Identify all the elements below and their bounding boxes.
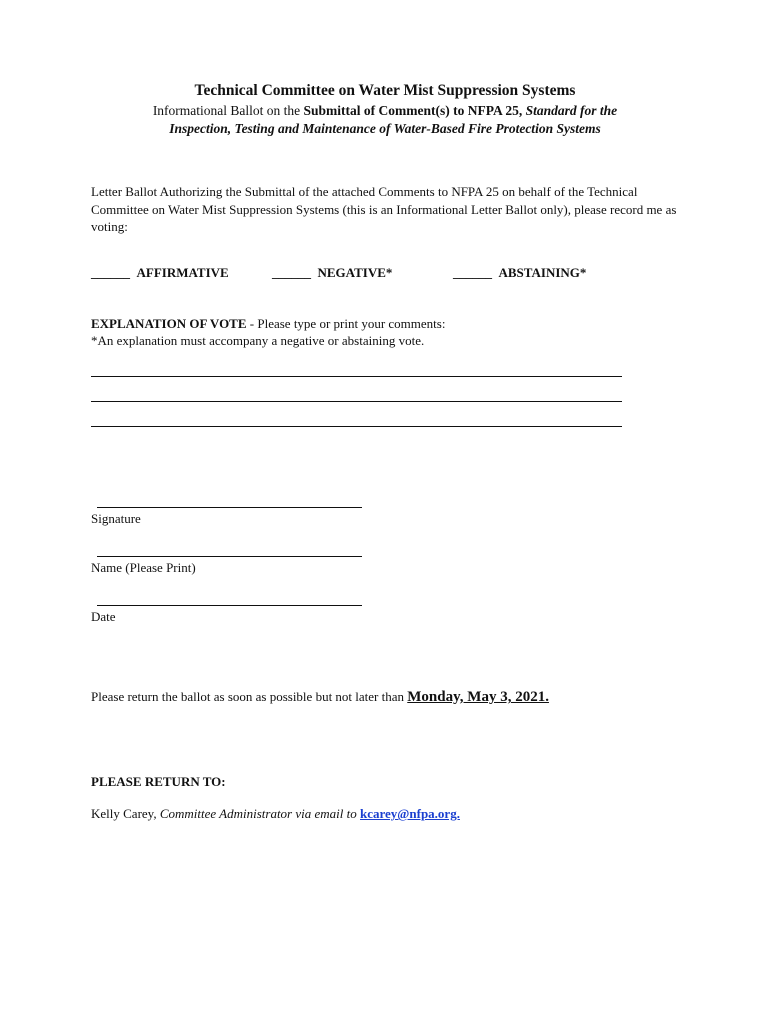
vote-blank[interactable]: ______ — [453, 265, 492, 280]
intro-paragraph: Letter Ballot Authorizing the Submittal of the attached Comments to NFPA 25 on behalf of the Technical Committee on Water Mist Suppression Systems (this is an Informational Letter Ballot only), please record me as voting: — [91, 184, 677, 234]
date-label: Date — [91, 609, 116, 624]
explanation-heading: EXPLANATION OF VOTE — [91, 316, 247, 331]
subtitle-bold: Submittal of Comment(s) to NFPA 25, — [303, 103, 526, 118]
comment-line[interactable] — [91, 376, 622, 377]
page-subtitle — [0, 102, 770, 138]
vote-option-negative[interactable] — [272, 265, 392, 281]
subtitle-line-2: Inspection, Testing and Maintenance of Water-Based Fire Protection Systems — [169, 121, 601, 136]
contact-line — [91, 806, 460, 822]
explanation-instruction: - Please type or print your comments: — [246, 316, 446, 331]
signature-label: Signature — [91, 511, 141, 526]
subtitle-line-1 — [0, 102, 770, 120]
deadline-date: Monday, May 3, 2021. — [407, 689, 549, 705]
vote-label: NEGATIVE* — [317, 265, 393, 280]
date-line[interactable] — [97, 605, 362, 606]
return-to-heading: PLEASE RETURN TO: — [91, 774, 226, 789]
name-label: Name (Please Print) — [91, 560, 196, 575]
comment-line[interactable] — [91, 401, 622, 402]
vote-option-affirmative[interactable] — [91, 265, 229, 281]
vote-label: ABSTAINING* — [498, 265, 587, 280]
vote-blank[interactable]: ______ — [272, 265, 311, 280]
subtitle-prefix: Informational Ballot on the — [152, 103, 304, 118]
explanation-note: *An explanation must accompany a negative or abstaining vote. — [91, 333, 425, 348]
explanation-section — [91, 315, 445, 349]
subtitle-standard: Standard for the — [525, 103, 618, 118]
explanation-heading-line — [91, 315, 445, 332]
contact-name: Kelly Carey, — [91, 806, 160, 821]
vote-blank[interactable]: ______ — [91, 265, 130, 280]
vote-label: AFFIRMATIVE — [136, 265, 229, 280]
signature-line[interactable] — [97, 507, 362, 508]
vote-option-abstaining[interactable] — [453, 265, 586, 281]
name-line[interactable] — [97, 556, 362, 557]
email-link[interactable]: kcarey@nfpa.org. — [360, 806, 460, 821]
page-title: Technical Committee on Water Mist Suppression Systems — [194, 82, 576, 99]
return-notice-text: Please return the ballot as soon as possible but not later than — [91, 689, 408, 704]
contact-role: Committee Administrator via email to — [159, 806, 360, 821]
comment-line[interactable] — [91, 426, 622, 427]
return-notice — [91, 689, 549, 706]
